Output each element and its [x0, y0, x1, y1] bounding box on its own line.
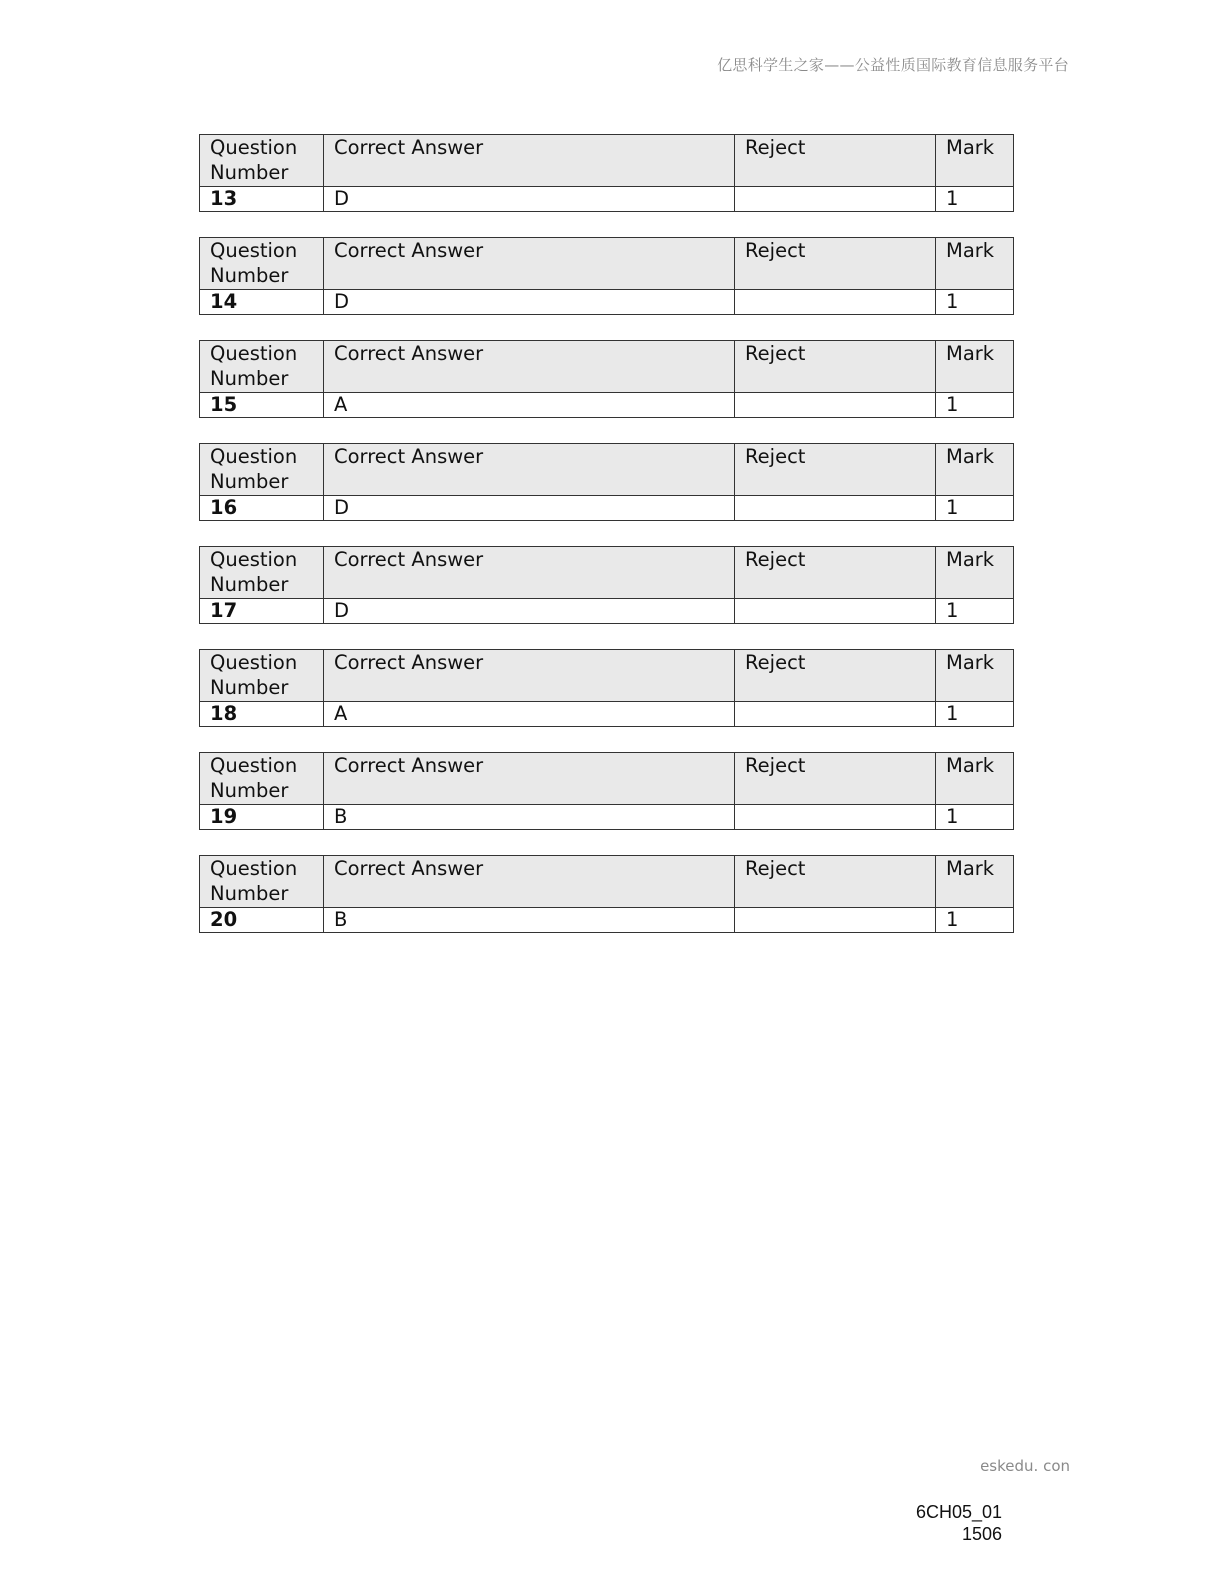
mark-table: [199, 546, 1014, 624]
header-row: [200, 341, 1014, 393]
header-reject: Reject: [735, 650, 936, 702]
header-question-number: Question Number: [200, 135, 324, 187]
table-row: [200, 393, 1014, 418]
mark-cell: 1: [936, 599, 1014, 624]
header-question-number: Question Number: [200, 238, 324, 290]
correct-answer: D: [324, 290, 735, 315]
header-reject: Reject: [735, 444, 936, 496]
header-question-number: Question Number: [200, 444, 324, 496]
question-number: 14: [200, 290, 324, 315]
reject-cell: [735, 599, 936, 624]
mark-table: [199, 340, 1014, 418]
header-mark: Mark: [936, 753, 1014, 805]
header-correct-answer: Correct Answer: [324, 650, 735, 702]
header-question-number: Question Number: [200, 341, 324, 393]
header-row: [200, 238, 1014, 290]
page-footer: [916, 1501, 1002, 1545]
header-row: [200, 135, 1014, 187]
header-mark: Mark: [936, 341, 1014, 393]
mark-table: [199, 134, 1014, 212]
header-reject: Reject: [735, 753, 936, 805]
reject-cell: [735, 187, 936, 212]
reject-cell: [735, 805, 936, 830]
header-reject: Reject: [735, 341, 936, 393]
header-mark: Mark: [936, 238, 1014, 290]
question-number: 15: [200, 393, 324, 418]
mark-cell: 1: [936, 805, 1014, 830]
mark-cell: 1: [936, 187, 1014, 212]
reject-cell: [735, 290, 936, 315]
mark-table: [199, 443, 1014, 521]
reject-cell: [735, 496, 936, 521]
header-row: [200, 753, 1014, 805]
table-row: [200, 908, 1014, 933]
correct-answer: D: [324, 187, 735, 212]
correct-answer: B: [324, 908, 735, 933]
reject-cell: [735, 908, 936, 933]
mark-cell: 1: [936, 908, 1014, 933]
table-row: [200, 187, 1014, 212]
paper-code: 6CH05_01: [915, 1502, 1002, 1522]
header-row: [200, 547, 1014, 599]
header-correct-answer: Correct Answer: [324, 135, 735, 187]
header-correct-answer: Correct Answer: [324, 341, 735, 393]
table-row: [200, 702, 1014, 727]
table-row: [200, 805, 1014, 830]
header-correct-answer: Correct Answer: [324, 238, 735, 290]
header-mark: Mark: [936, 650, 1014, 702]
header-row: [200, 856, 1014, 908]
mark-table: [199, 855, 1014, 933]
session-code: 1506: [961, 1524, 1002, 1544]
header-question-number: Question Number: [200, 547, 324, 599]
correct-answer: A: [324, 393, 735, 418]
header-correct-answer: Correct Answer: [324, 856, 735, 908]
header-reject: Reject: [735, 547, 936, 599]
header-question-number: Question Number: [200, 753, 324, 805]
question-number: 20: [200, 908, 324, 933]
mark-cell: 1: [936, 393, 1014, 418]
header-row: [200, 650, 1014, 702]
header-mark: Mark: [936, 135, 1014, 187]
correct-answer: D: [324, 599, 735, 624]
mark-table: [199, 237, 1014, 315]
mark-cell: 1: [936, 496, 1014, 521]
header-question-number: Question Number: [200, 650, 324, 702]
question-number: 17: [200, 599, 324, 624]
header-correct-answer: Correct Answer: [324, 547, 735, 599]
header-correct-answer: Correct Answer: [324, 444, 735, 496]
footer-watermark: eskedu. con: [980, 1457, 1070, 1475]
header-watermark: 亿思科学生之家——公益性质国际教育信息服务平台: [717, 56, 1069, 74]
header-mark: Mark: [936, 856, 1014, 908]
header-reject: Reject: [735, 856, 936, 908]
table-row: [200, 496, 1014, 521]
header-question-number: Question Number: [200, 856, 324, 908]
reject-cell: [735, 393, 936, 418]
header-reject: Reject: [735, 238, 936, 290]
correct-answer: B: [324, 805, 735, 830]
mark-scheme-tables: [199, 134, 1013, 958]
question-number: 16: [200, 496, 324, 521]
question-number: 13: [200, 187, 324, 212]
table-row: [200, 599, 1014, 624]
header-row: [200, 444, 1014, 496]
mark-cell: 1: [936, 290, 1014, 315]
header-correct-answer: Correct Answer: [324, 753, 735, 805]
header-mark: Mark: [936, 444, 1014, 496]
header-mark: Mark: [936, 547, 1014, 599]
header-reject: Reject: [735, 135, 936, 187]
correct-answer: A: [324, 702, 735, 727]
question-number: 18: [200, 702, 324, 727]
reject-cell: [735, 702, 936, 727]
correct-answer: D: [324, 496, 735, 521]
question-number: 19: [200, 805, 324, 830]
mark-table: [199, 649, 1014, 727]
mark-cell: 1: [936, 702, 1014, 727]
mark-table: [199, 752, 1014, 830]
table-row: [200, 290, 1014, 315]
